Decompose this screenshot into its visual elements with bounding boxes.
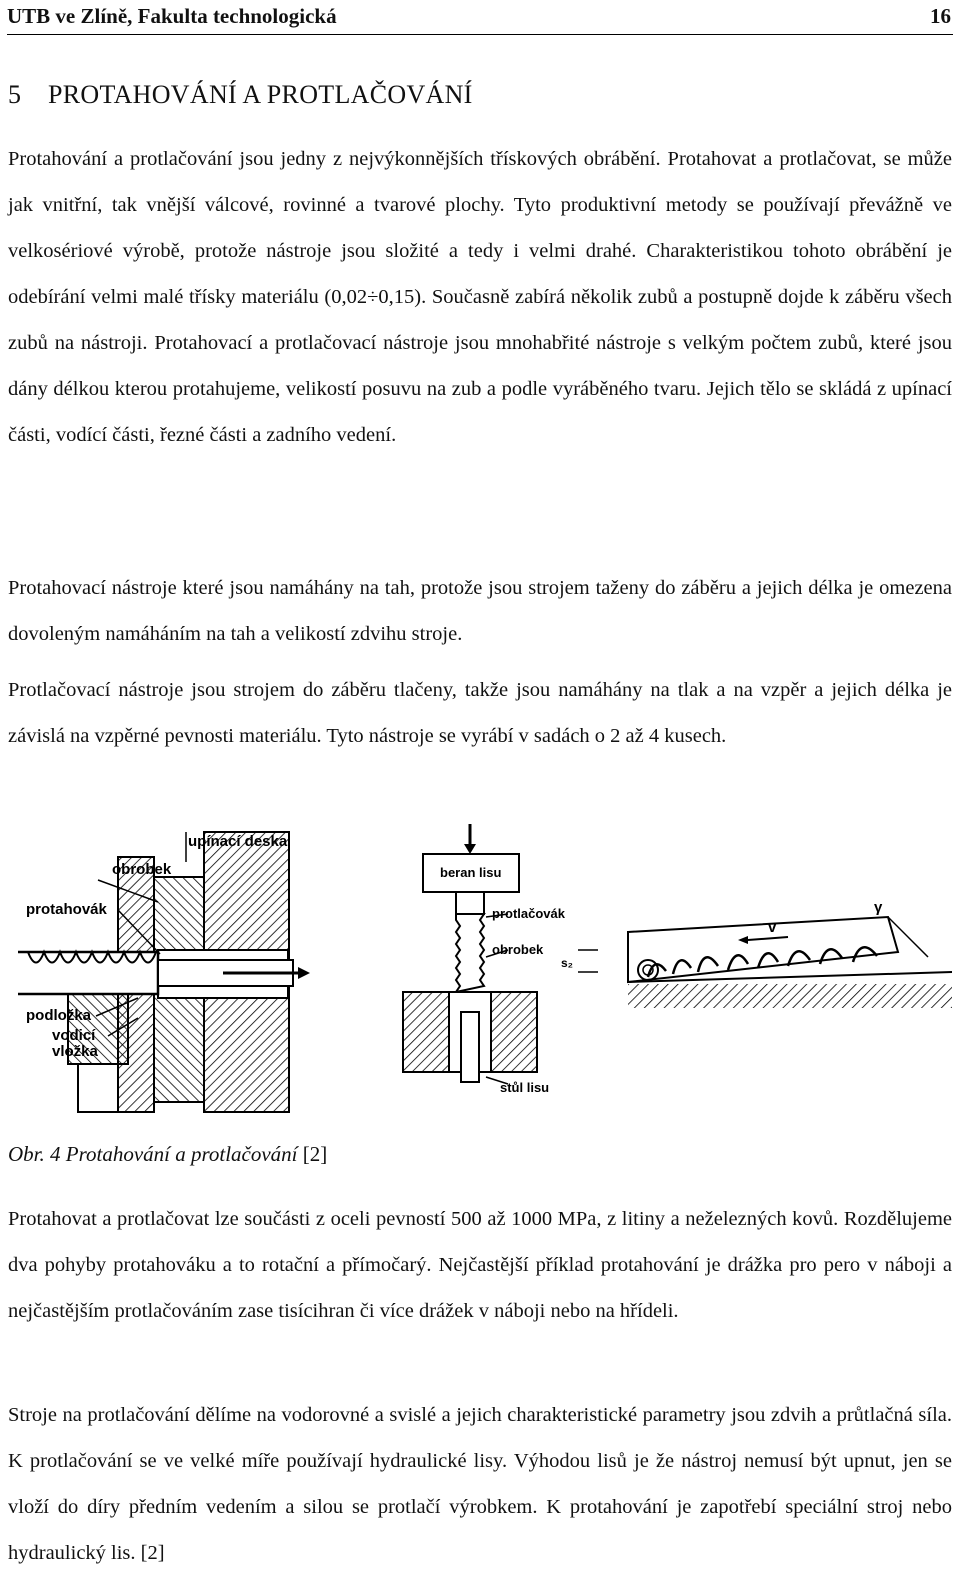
caption-title: Protahování a protlačování [65,1142,298,1166]
label-vodici: vodicí [52,1027,96,1044]
broach-teeth-drawing [561,899,952,1008]
paragraph-5: Stroje na protlačování dělíme na vodorovné a svislé a jejich charakteristické parametry jsou zdvih a průtlačná síla. K protlačování se ve velké míře používají hydraulické lisy. Výhodou lisů je že nástroj nemusí být upnut, jen se vloží do díry předním vedením a silou se protlačí výrobkem. K protahování je zapotřebí speciální stroj nebo hydraulický lis. [2] [8,1404,952,1564]
chapter-title: PROTAHOVÁNÍ A PROTLAČOVÁNÍ [48,80,473,109]
header-page-number: 16 [930,4,951,28]
page-header [7,0,953,35]
caption-reference: [2] [302,1142,328,1166]
label-protlacovak: protlačovák [492,906,565,921]
label-beran-lisu: beran lisu [440,865,502,880]
vertical-press-drawing [403,824,566,1095]
chapter-number: 5 [8,80,22,109]
chapter-heading [8,80,473,110]
figure-broaching-drawing [8,822,952,1118]
label-obrobek-left: obrobek [112,861,172,878]
label-stul-lisu: stůl lisu [500,1080,550,1095]
paragraph-4: Protahovat a protlačovat lze součásti z oceli pevností 500 až 1000 MPa, z litiny a neželezných kovů. Rozdělujeme dva pohyby protahováku a to rotační a přímočarý. Nejčastější příklad protahování je drážka pro pero v náboji a nejčastějším protlačováním zase tisícihran či více drážek v náboji nebo na hřídeli. [8,1208,952,1322]
label-sz: s₂ [561,956,574,970]
header-institution: UTB ve Zlíně, Fakulta technologická [7,4,337,28]
label-vlozka: vložka [52,1043,98,1060]
label-protahovak: protahovák [26,901,107,918]
horizontal-broaching-drawing [18,832,310,1112]
label-upinaci-deska: upínací deska [188,833,288,850]
paragraph-2: Protahovací nástroje které jsou namáhány na tah, protože jsou strojem taženy do záběru a jejich délka je omezena dovoleným namáháním na tah a velikostí zdvihu stroje. [8,577,952,645]
label-obrobek-mid: obrobek [492,942,544,957]
label-gamma: γ [874,899,883,916]
caption-prefix: Obr. 4 [8,1142,61,1166]
paragraph-3: Protlačovací nástroje jsou strojem do záběru tlačeny, takže jsou namáhány na tlak a na vzpěr a jejich délka je závislá na vzpěrné pevnosti materiálu. Tyto nástroje se vyrábí v sadách o 2 až 4 kusech. [8,679,952,747]
label-v: v [768,919,777,936]
label-podlozka: podložka [26,1007,92,1024]
figure-caption [8,1142,327,1167]
paragraph-1: Protahování a protlačování jsou jedny z nejvýkonnějších třískových obrábění. Protahovat a protlačovat, se může jak vnitřní, tak vnější válcové, rovinné a tvarové plochy. Tyto produktivní metody se používají převážně ve velkosériové výrobě, protože nástroje jsou složité a tedy i velmi drahé. Charakteristikou tohoto obrábění je odebírání velmi malé třísky materiálu (0,02÷0,15). Současně zabírá několik zubů a postupně dojde k záběru všech zubů na nástroji. Protahovací a protlačovací nástroje jsou mnohabřité nástroje s velkým počtem zubů, které jsou dány délkou kterou protahujeme, velikostí posuvu na zub a podle vyráběného tvaru. Jejich tělo se skládá z upínací části, vodící části, řezné části a zadního vedení. [8,148,952,446]
